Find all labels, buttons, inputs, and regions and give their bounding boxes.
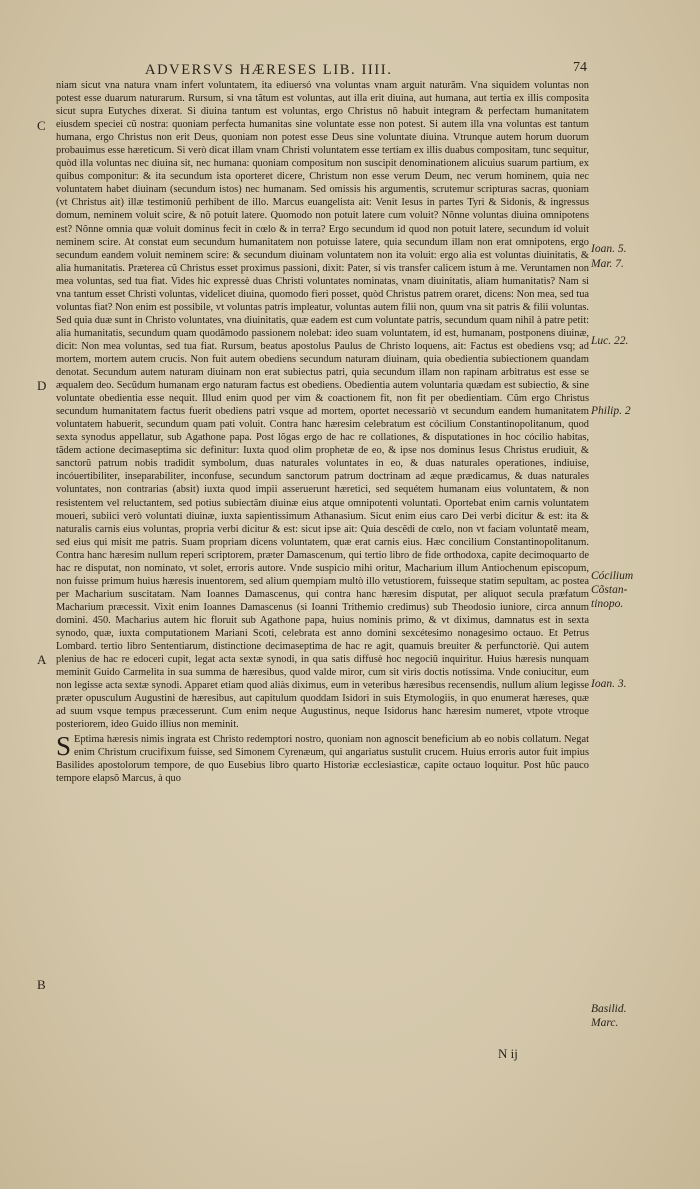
margin-note-mar7: Mar. 7. bbox=[591, 258, 624, 270]
drop-cap: S bbox=[56, 731, 72, 762]
main-text-column bbox=[56, 79, 589, 786]
margin-note-philip2: Philip. 2 bbox=[591, 405, 631, 417]
signature-mark: N ij bbox=[498, 1046, 518, 1061]
section-letter-c: C bbox=[37, 118, 46, 133]
margin-note-ioan5: Ioan. 5. bbox=[591, 243, 627, 255]
margin-note-constan: Cõstan- bbox=[591, 584, 628, 596]
paragraph-two-text: Eptima hæresis nimis ingrata est Christo redemptori nostro, quoniam non agnoscit beneficium ab eo nobis collatum. Negat enim Christum crucifixum fuisse, sed Simonem Cyrenæum, qui angariatus sustulit crucem. Huius erroris autor fuit impius Basilides apostolorum tempore, de quo Eusebius libro quarto Historiæ ecclesiasticæ, capite octauo loquitur. Post hũc pauco tempore elapsõ Marcus, à quo bbox=[56, 734, 589, 785]
margin-note-luc22: Luc. 22. bbox=[591, 335, 629, 347]
section-letter-d: D bbox=[37, 378, 47, 393]
margin-note-tinopo: tinopo. bbox=[591, 598, 624, 610]
paragraph-one: niam sicut vna natura vnam infert voluntatem, ita ediuersó vna voluntas vnam arguit naturãm. Vna siquidem voluntas non potest esse duarum naturarum. Rursum, si vna tãtum est voluntas, aut illa erit diuina, aut humana, aut tertia ex illis composita sicut supra Eutyches dixerat. Si diuina tantum est voluntas, ergo Christus nõ habuit integram & perfectam humanitatem eiusdem speciei cũ nostra: quoniam perfecta humanitas sine voluntate esse non potest. Si autem illa vna voluntas est tantum humana, ergo Christus non erit Deus, quoniam non potest esse Deus sine voluntate diuina. Vtrunque autem horum duorum probauimus esse hæreticum. Si verò dicat illam vnam Christi voluntatem esse tertiam ex illis duabus compositam, tunc sequitur, quòd illa voluntas nec diuina sit, nec humana: quoniam compositum non suscipit denominationem alicuius suarum partium, ex quibus componitur: & ita secundum ista oporteret dicere, Christum non esse verum Deum, nec verum hominem, quia nec voluntatem habet diuinam (secundum istos) nec humanam. Sed omissis his argumentis, scrutemur scripturas sacras, quoniam (vt Christus ait) illæ testimoniũ perhibent de illo. Marcus euangelista ait: Venit Iesus in partes Tyri & Sidonis, & ingressus domum, neminem voluit scire, & nõ potuit latere. Quomodo non potuit latere cum voluit? Nõnne voluntas diuina omnipotens est? Nõnne omnia quæ voluit dominus fecit in cœlo & in terra? Ergo secundum id quod non potuit latere, secundum id voluit neminem scire. At constat eum secundum humanitatem non potuisse latere, quia secundum illam non erat omnipotens, ergo secundum eandem voluit neminem scire: & secundum diuinam voluntatem non ita voluit: ergo alia est voluntas diuinitatis, & alia humanitatis. Præterea cũ Christus esset proximus passioni, dixit: Pater, si vis transfer calicem istum à me. Veruntamen non mea voluntas, sed tua fiat. Vides hic expressè duas Christi voluntates nominatas, vnam diuinitatis, aliam humanitatis? Nam si vna tantum esset Christi voluntas, videlicet diuina, quomodo fieri posset, quòd Christus patrem oraret, dicens: Non mea, sed tua voluntas fiat? Non enim est possibile, vt voluntas patris impleatur, voluntas autem filii non, quum vna sit patris & filii voluntas. Sed quia duæ sunt in Christo voluntates, vna diuinitatis, quæ eadem est cum voluntate patris, secundum quam nihil à patre petit: alia humanitatis, secundum quam quodãmodo passionem nolebat: ideo suam voluntatem, id est, humanam, postponens diuinæ, dicit: Non mea voluntas, sed tua fiat. Rursum, beatus apostolus Paulus de Christo loquens, ait: Factus est obediens vsq; ad mortem, mortem autem crucis. Non fuit autem obediens secundum naturam diuinam, quia obedientia subiectionem quandam denotat. Secundum autem naturam diuinam non erat subiectus patri, quia secundum illam non rapinam arbitratus est esse se æqualem deo. Secũdum humanam ergo naturam factus est obediens. Obedientia autem voluntaria quædam est subiectio, & sine voluntate obedientia esse nequit. Illud enim quod per vim & coactionem fit, non fit per obedientiam. Cũm ergo Christus secundum humanitatem factus fuerit obediens patri vsque ad mortem, oportet necessariò vt secundum eandem humanitatem voluntatem habuerit, secundum quam pati voluit. Contra hanc hæresim celebratum est cócilium Constantinopolitanum, quod sexta synodus appellatur, sub Agathone papa. Post lõgas ergo de hac re collationes, & disputationes in hoc cócilio habitas, tãdem actione decimaseptima sic definitur: Iuxta quod olim prophetæ de eo, & ipse nos dominus Iesus Christus erudiuit, & sanctorũ patrum nobis tradidit symbolum, duas naturales voluntates in eo, & duas naturales operationes, indiuise, incóuertibiliter, inseparabiliter, inconfuse, secundum sanctorum patrum doctrinam ad æque prædicamus, & duas naturales voluntates, non contrarias (absit) iuxta quod impii asseruerunt hæretici, sed sequétem humanam eius voluntatem, & non resistentem vel reluctantem, sed potius subiectãm diuinæ eius atque omnipotenti voluntati. Oportebat enim carnis voluntatem moueri, subiici verò voluntati diuinæ, iuxta sapientissimum Athanasium. Sicut enim eius caro Dei verbi dicitur & est: ita & naturalis carnis eius voluntas, propria verbi dicitur & est: sicut ipse ait: Quia descẽdi de cœlo, non vt faciam voluntatẽ meam, sed eius qui misit me patris. Suam propriam dicens voluntatem, quæ erat carnis eius. Hæc concilium Constantinopolitanum. Contra hanc hæresim nullum reperi scriptorem, præter Damascenum, qui tertio libro de fide orthodoxa, capite decimoquarto de hac re disputat, non nominato, vt solet, erroris autore. Vnde suspicio mihi oritur, Macharium illum Antiochenum episcopum, non fuisse primum huius hæresis inuentorem, sed alium quempiam multò illo vetustiorem, fuisseque statim sepultam, ac postea per Macharium suscitatam. Nam Ioannes Damascenus, qui contra hanc hæresim disputat, per aliquot secula præfatum Macharium præcessit. Vixit enim Ioannes Damascenus (si Ioanni Trithemio credimus) sub Theodosio iuniore, circa annum domini. 450. Macharius autem hic floruit sub Agathone papa, huius nominis primo, & vt diximus, damnatus est in sexta synodo, quæ, iuxta computationem Mariani Scoti, celebrata est anno domini sexcétesimo nonagesimo octauo. Et Petrus Lombard. tertio libro Sententiarum, distinctione decimaseptima de hac re agit, quamuis breuiter & perfunctoriè. Qui autem plenius de hac re edoceri cupit, legat acta sextæ synodi, in qua satis diffusè hoc negociũ inquiritur. Huius hæresis nunquam meminit Guido Carmelita in sua summa de hæresibus, quod valde miror, cum sit viris doctis notissima. Vnde coniucitur, eum non legisse acta sextæ synodi. Apparet etiam quod aliàs diximus, eum in veteribus hæresibus recensendis, nullum alium legisse præter opusculum Augustini de hæresibus, aut capitulum quoddam Isidori in suis Etymologiis, in quo enumerat hæreses, quæ ad suum vsque tempus præcesserunt. Cum enim neque Augustinus, neque Isidorus hanc hæresim numeret, vtpote vtroque posteriorem, ideo Guido illius non meminit. bbox=[56, 80, 589, 731]
margin-note-ioan3: Ioan. 3. bbox=[591, 678, 627, 690]
page-number: 74 bbox=[573, 60, 587, 75]
section-letter-b: B bbox=[37, 977, 46, 992]
margin-note-basilid: Basilid. bbox=[591, 1003, 627, 1015]
header-title: ADVERSVS HÆRESES LIB. IIII. bbox=[145, 62, 393, 78]
margin-note-concilium: Cócilium bbox=[591, 570, 634, 582]
margin-note-marc: Marc. bbox=[591, 1017, 619, 1029]
paragraph-two bbox=[56, 733, 589, 785]
section-letter-a: A bbox=[37, 652, 47, 667]
